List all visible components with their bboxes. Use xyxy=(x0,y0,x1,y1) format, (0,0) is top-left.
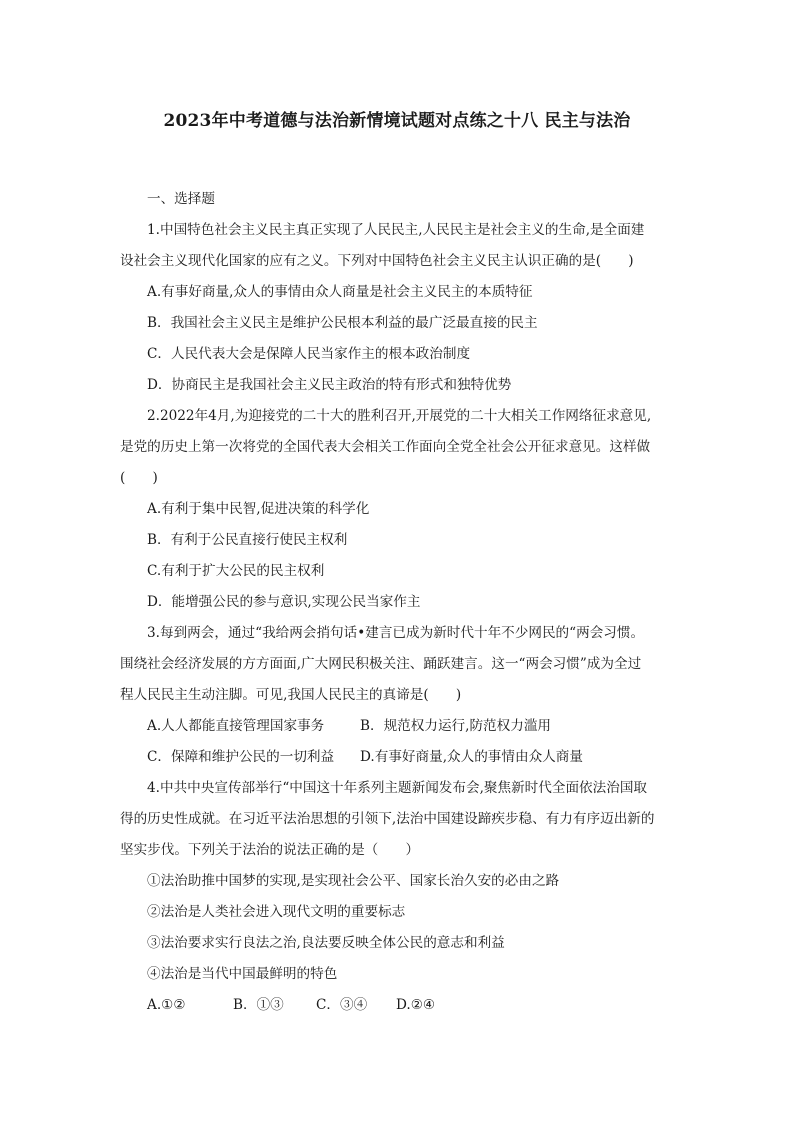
question-3 xyxy=(120,618,676,773)
question-3-line-1: 3.每到两会，通过“我给两会捎句话•建言已成为新时代十年不少网民的“两会习惯。 xyxy=(147,625,645,641)
question-1-option-b: B．我国社会主义民主是维护公民根本利益的最广泛最直接的民主 xyxy=(147,315,538,331)
question-1-option-d: D．协商民主是我国社会主义民主政治的特有形式和独特优势 xyxy=(147,377,512,393)
question-3-option-c: C．保障和维护公民的一切利益 xyxy=(147,749,335,765)
question-3-option-a: A.人人都能直接管理国家事务 xyxy=(147,718,325,734)
page-title: 2023年中考道德与法治新情境试题对点练之十八 民主与法治 xyxy=(163,111,631,131)
question-4-line-1: 4.中共中央宣传部举行“中国这十年系列主题新闻发布会,聚焦新时代全面依法治国取 xyxy=(147,780,648,796)
question-4-option-a: A.①② xyxy=(147,997,186,1013)
question-1 xyxy=(120,215,676,401)
question-3-options-row-2 xyxy=(120,742,676,773)
question-2-line-3: ( ) xyxy=(120,470,158,486)
question-4-statement-4: ④法治是当代中国最鲜明的特色 xyxy=(147,966,338,982)
document-body xyxy=(120,184,676,1021)
question-1-option-a: A.有事好商量,众人的事情由众人商量是社会主义民主的本质特征 xyxy=(147,284,533,300)
question-3-line-3: 程人民民主生动注脚。可见,我国人民民主的真谛是( ) xyxy=(120,687,462,703)
question-2-option-b: B．有利于公民直接行使民主权利 xyxy=(147,532,348,548)
question-4-option-d: D.②④ xyxy=(396,997,436,1013)
question-4 xyxy=(120,773,676,1021)
section-heading: 一、选择题 xyxy=(147,191,215,207)
question-3-option-d: D.有事好商量,众人的事情由众人商量 xyxy=(360,749,583,765)
question-4-options-row xyxy=(120,990,676,1021)
question-2 xyxy=(120,401,676,618)
question-1-line-1: 1.中国特色社会主义民主真正实现了人民民主,人民民主是社会主义的生命,是全面建 xyxy=(147,222,645,238)
question-2-line-2: 是党的历史上第一次将党的全国代表大会相关工作面向全党全社会公开征求意见。这样做 xyxy=(120,439,651,455)
question-2-option-a: A.有利于集中民智,促进决策的科学化 xyxy=(147,501,370,517)
question-4-line-3: 坚实步伐。下列关于法治的说法正确的是（ ） xyxy=(120,842,420,858)
question-1-line-2: 设社会主义现代化国家的应有之义。下列对中国特色社会主义民主认识正确的是( ) xyxy=(120,253,634,269)
question-2-option-c: C.有利于扩大公民的民主权利 xyxy=(147,563,325,579)
question-4-statement-1: ①法治助推中国梦的实现,是实现社会公平、国家长治久安的必由之路 xyxy=(147,873,560,889)
question-4-option-b: B．①③ xyxy=(233,997,284,1013)
question-4-option-c: C．③④ xyxy=(316,997,368,1013)
question-1-option-c: C．人民代表大会是保障人民当家作主的根本政治制度 xyxy=(147,346,471,362)
question-3-options-row-1 xyxy=(120,711,676,742)
question-4-statement-3: ③法治要求实行良法之治,良法要反映全体公民的意志和利益 xyxy=(147,935,505,951)
question-4-statement-2: ②法治是人类社会进入现代文明的重要标志 xyxy=(147,904,406,920)
question-3-option-b: B．规范权力运行,防范权力滥用 xyxy=(360,718,552,734)
question-2-option-d: D．能增强公民的参与意识,实现公民当家作主 xyxy=(147,594,421,610)
question-4-line-2: 得的历史性成就。在习近平法治思想的引领下,法治中国建设蹄疾步稳、有力有序迈出新的 xyxy=(120,811,655,827)
question-3-line-2: 围绕社会经济发展的方方面面,广大网民积极关注、踊跃建言。这一“两会习惯”成为全过 xyxy=(120,656,642,672)
question-2-line-1: 2.2022年4月,为迎接党的二十大的胜利召开,开展党的二十大相关工作网络征求意见, xyxy=(147,408,652,424)
